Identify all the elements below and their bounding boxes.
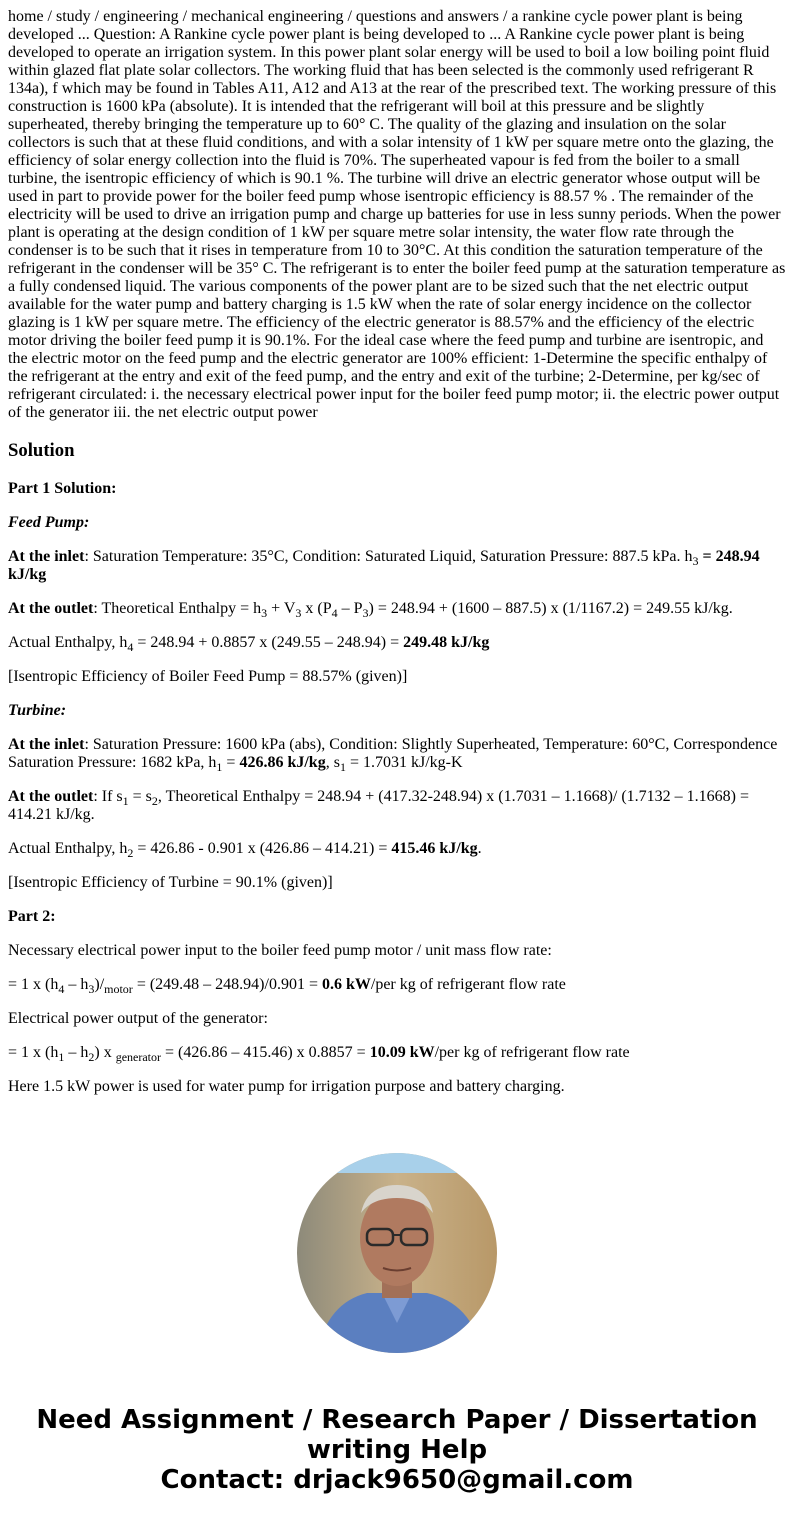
text-run: : Theoretical Enthalpy = h xyxy=(93,600,262,617)
text-run: = (249.48 – 248.94)/0.901 = xyxy=(132,976,322,993)
subscript: 4 xyxy=(127,640,134,654)
subscript: 4 xyxy=(331,606,338,620)
solution-paragraph xyxy=(8,480,786,498)
text-run: Actual Enthalpy, h xyxy=(8,634,128,651)
text-run: 415.46 kJ/kg xyxy=(391,840,478,857)
subscript: 2 xyxy=(151,794,158,808)
text-run: Feed Pump: xyxy=(8,514,90,531)
text-run: ) = 248.94 + (1600 – 887.5) x (1/1167.2) = 249.55 kJ/kg. xyxy=(368,600,733,617)
subscript: 2 xyxy=(127,846,134,860)
text-run: = (426.86 – 415.46) x 0.8857 = xyxy=(161,1044,370,1061)
solution-paragraph xyxy=(8,548,786,584)
text-run: At the outlet xyxy=(8,600,94,617)
solution-paragraph xyxy=(8,908,786,926)
text-run: = 1.7031 kJ/kg-K xyxy=(345,754,463,771)
text-run: Part 1 Solution: xyxy=(8,480,117,497)
text-run: – P xyxy=(337,600,363,617)
text-run: : If s xyxy=(93,788,123,805)
text-run: Turbine: xyxy=(8,702,67,719)
text-run: = 248.94 + 0.8857 x (249.55 – 248.94) = xyxy=(133,634,404,651)
text-run: Electrical power output of the generator: xyxy=(8,1010,268,1027)
text-run: : Saturation Temperature: 35°C, Condition: Saturated Liquid, Saturation Pressure: 887.5 kPa. h xyxy=(84,548,693,565)
author-photo xyxy=(297,1153,497,1353)
text-run: /per kg of refrigerant flow rate xyxy=(434,1044,630,1061)
subscript: 3 xyxy=(261,606,268,620)
text-run: : Saturation Pressure: 1600 kPa (abs), Condition: Slightly Superheated, Temperature: 60°C, Correspondence Saturation Pressure: 1682 kPa, h xyxy=(8,736,778,771)
subscript: 3 xyxy=(362,606,369,620)
text-run: Necessary electrical power input to the boiler feed pump motor / unit mass flow rate: xyxy=(8,942,552,959)
text-run: = xyxy=(222,754,240,771)
solution-paragraph xyxy=(8,976,786,994)
text-run: 10.09 kW xyxy=(369,1044,435,1061)
text-run: . xyxy=(477,840,482,857)
text-run: [Isentropic Efficiency of Boiler Feed Pump = 88.57% (given)] xyxy=(8,668,408,685)
solution-heading: Solution xyxy=(8,440,75,461)
text-run: [Isentropic Efficiency of Turbine = 90.1% (given)] xyxy=(8,874,333,891)
subscript: 4 xyxy=(58,982,65,996)
text-run: = 426.86 - 0.901 x (426.86 – 414.21) = xyxy=(133,840,392,857)
question-text: home / study / engineering / mechanical engineering / questions and answers / a rankine cycle power plant is being developed ... Question: A Rankine cycle power plant is being developed to ... A Rankine cycle power plant is being developed to operate an irrigation system. In this power plant solar energy will be used to boil a low boiling point fluid within glazed flat plate solar collectors. The working fluid that has been selected is the commonly used refrigerant R 134a), f which may be found in Tables A11, A12 and A13 at the rear of the prescribed text. The working pressure of this construction is 1600 kPa (absolute). It is intended that the refrigerant will boil at this pressure and be slightly superheated, thereby bringing the temperature up to 60° C. The quality of the glazing and insulation on the solar collectors is such that at these fluid conditions, and with a solar intensity of 1 kW per square metre onto the glazing, the efficiency of solar energy collection into the fluid is 70%. The superheated vapour is fed from the boiler to a small turbine, the isentropic efficiency of which is 90.1 %. The turbine will drive an electric generator whose output will be used in part to provide power for the boiler feed pump whose isentropic efficiency is 88.57 % . The remainder of the electricity will be used to drive an irrigation pump and charge up batteries for use in less sunny periods. When the power plant is operating at the design condition of 1 kW per square metre solar intensity, the water flow rate through the condenser is to be such that it rises in temperature from 10 to 30°C. At this condition the saturation temperature of the refrigerant in the condenser will be 35° C. The refrigerant is to enter the boiler feed pump at the saturation temperature as a fully condensed liquid. The various components of the power plant are to be sized such that the net electric output available for the water pump and battery charging is 1.5 kW when the rate of solar energy incidence on the collector glazing is 1 kW per square metre. The efficiency of the electric generator is 88.57% and the efficiency of the electric motor driving the boiler feed pump it is 90.1%. For the ideal case where the feed pump and turbine are isentropic, and the electric motor on the feed pump and the electric generator are 100% efficient: 1-Determine the specific enthalpy of the refrigerant at the entry and exit of the feed pump, and the entry and exit of the turbine; 2-Determine, per kg/sec of refrigerant circulated: i. the necessary electrical power input for the boiler feed pump motor; ii. the electric power output of the generator iii. the net electric output power xyxy=(8,8,786,421)
subscript: 2 xyxy=(88,1050,95,1064)
subscript: 1 xyxy=(58,1050,65,1064)
solution-paragraph xyxy=(8,942,786,960)
text-run: = 1 x (h xyxy=(8,1044,59,1061)
text-run: + V xyxy=(267,600,296,617)
solution-paragraph xyxy=(8,668,786,686)
solution-paragraph xyxy=(8,702,786,720)
solution-paragraph xyxy=(8,788,786,824)
subscript: 3 xyxy=(88,982,95,996)
solution-paragraph xyxy=(8,736,786,772)
text-run: ) x xyxy=(94,1044,116,1061)
banner-line-2: writing Help xyxy=(306,1435,488,1465)
text-run: – h xyxy=(64,976,89,993)
text-run: 426.86 kJ/kg xyxy=(239,754,326,771)
solution-paragraph xyxy=(8,600,786,618)
text-run: = 1 x (h xyxy=(8,976,59,993)
solution-paragraph xyxy=(8,874,786,892)
solution-paragraph xyxy=(8,1078,786,1096)
text-run: = 248.94 kJ/kg xyxy=(8,548,760,583)
text-run: At the outlet xyxy=(8,788,94,805)
subscript: 1 xyxy=(339,760,346,774)
solution-paragraph xyxy=(8,514,786,532)
solution-paragraph xyxy=(8,634,786,652)
text-run: Here 1.5 kW power is used for water pump for irrigation purpose and battery charging. xyxy=(8,1078,565,1095)
solution-paragraph xyxy=(8,840,786,858)
solution-paragraph xyxy=(8,1010,786,1028)
text-run: 249.48 kJ/kg xyxy=(403,634,490,651)
subscript: 1 xyxy=(216,760,223,774)
text-run: , s xyxy=(325,754,340,771)
subscript: 1 xyxy=(122,794,129,808)
solution-paragraph xyxy=(8,1044,786,1062)
subscript: motor xyxy=(104,982,133,996)
subscript: 3 xyxy=(295,606,302,620)
text-run: 0.6 kW xyxy=(321,976,371,993)
text-run: /per kg of refrigerant flow rate xyxy=(370,976,566,993)
text-run: – h xyxy=(64,1044,89,1061)
subscript: 3 xyxy=(692,554,699,568)
banner-contact-line: Contact: drjack9650@gmail.com xyxy=(160,1465,634,1495)
solution-body xyxy=(8,480,786,1096)
text-run: At the inlet xyxy=(8,736,85,753)
text-run: = s xyxy=(128,788,152,805)
text-run: x (P xyxy=(301,600,332,617)
banner-line-1: Need Assignment / Research Paper / Dissertation xyxy=(36,1405,758,1435)
contact-banner xyxy=(0,1405,794,1495)
text-run: At the inlet xyxy=(8,548,85,565)
subscript: generator xyxy=(115,1050,161,1064)
text-run: Part 2: xyxy=(8,908,56,925)
text-run: Actual Enthalpy, h xyxy=(8,840,128,857)
text-run: , Theoretical Enthalpy = 248.94 + (417.32-248.94) x (1.7031 – 1.1668)/ (1.7132 – 1.1668) = 414.21 kJ/kg. xyxy=(8,788,750,823)
text-run: )/ xyxy=(94,976,105,993)
